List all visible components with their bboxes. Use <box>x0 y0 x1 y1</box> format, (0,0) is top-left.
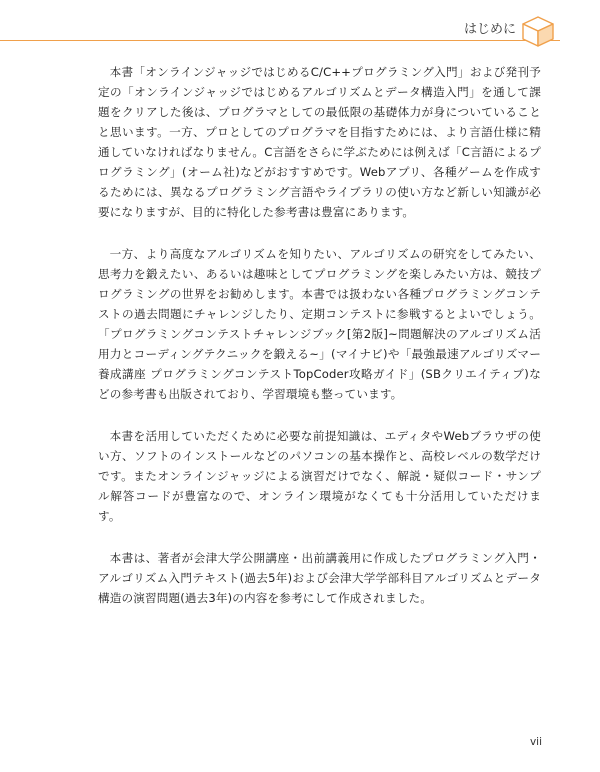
cube-icon <box>520 14 556 48</box>
paragraph: 本書は、著者が会津大学公開講座・出前講義用に作成したプログラミング入門・アルゴリズム入門テキスト(過去5年)および会津大学学部科目アルゴリズムとデータ構造の演習問題(過去3年)の内容を参考にして作成されました。 <box>98 551 541 605</box>
paragraph: 本書「オンラインジャッジではじめるC/C++プログラミング入門」および発刊予定の「オンラインジャッジではじめるアルゴリズムとデータ構造入門」を通して課題をクリアした後は、プログラマとしての最低限の基礎体力が身についていることと思います。一方、プロとしてのプログラマを目指すためには、より言語仕様に精通していなければなりません。C言語をさらに学ぶためには例えば「C言語によるプログラミング」(オーム社)などがおすすめです。Webアプリ、各種ゲームを作成するためには、異なるプログラミング言語やライブラリの使い方など新しい知識が必要になりますが、目的に特化した参考書は豊富にあります。 <box>98 65 541 219</box>
header-rule <box>0 40 560 41</box>
paragraph: 一方、より高度なアルゴリズムを知りたい、アルゴリズムの研究をしてみたい、思考力を鍛えたい、あるいは趣味としてプログラミングを楽しみたい方は、競技プログラミングの世界をお勧めします。本書では扱わない各種プログラミングコンテストの過去問題にチャレンジしたり、定期コンテストに参戦するとよいでしょう。「プログラミングコンテストチャレンジブック[第2版]~問題解決のアルゴリズム活用力とコーディングテクニックを鍛える~」(マイナビ)や「最強最速アルゴリズマー養成講座 プログラミングコンテストTopCoder攻略ガイド」(SBクリエイティブ)などの参考書も出版されており、学習環境も整っています。 <box>98 247 541 401</box>
paragraph: 本書を活用していただくために必要な前提知識は、エディタやWebブラウザの使い方、ソフトのインストールなどのパソコンの基本操作と、高校レベルの数学だけです。またオンラインジャッジによる演習だけでなく、解説・疑似コード・サンプル解答コードが豊富なので、オンライン環境がなくても十分活用していただけます。 <box>98 429 541 523</box>
body-text <box>98 62 541 630</box>
section-title: はじめに <box>463 22 516 37</box>
page-number: vii <box>529 736 542 748</box>
